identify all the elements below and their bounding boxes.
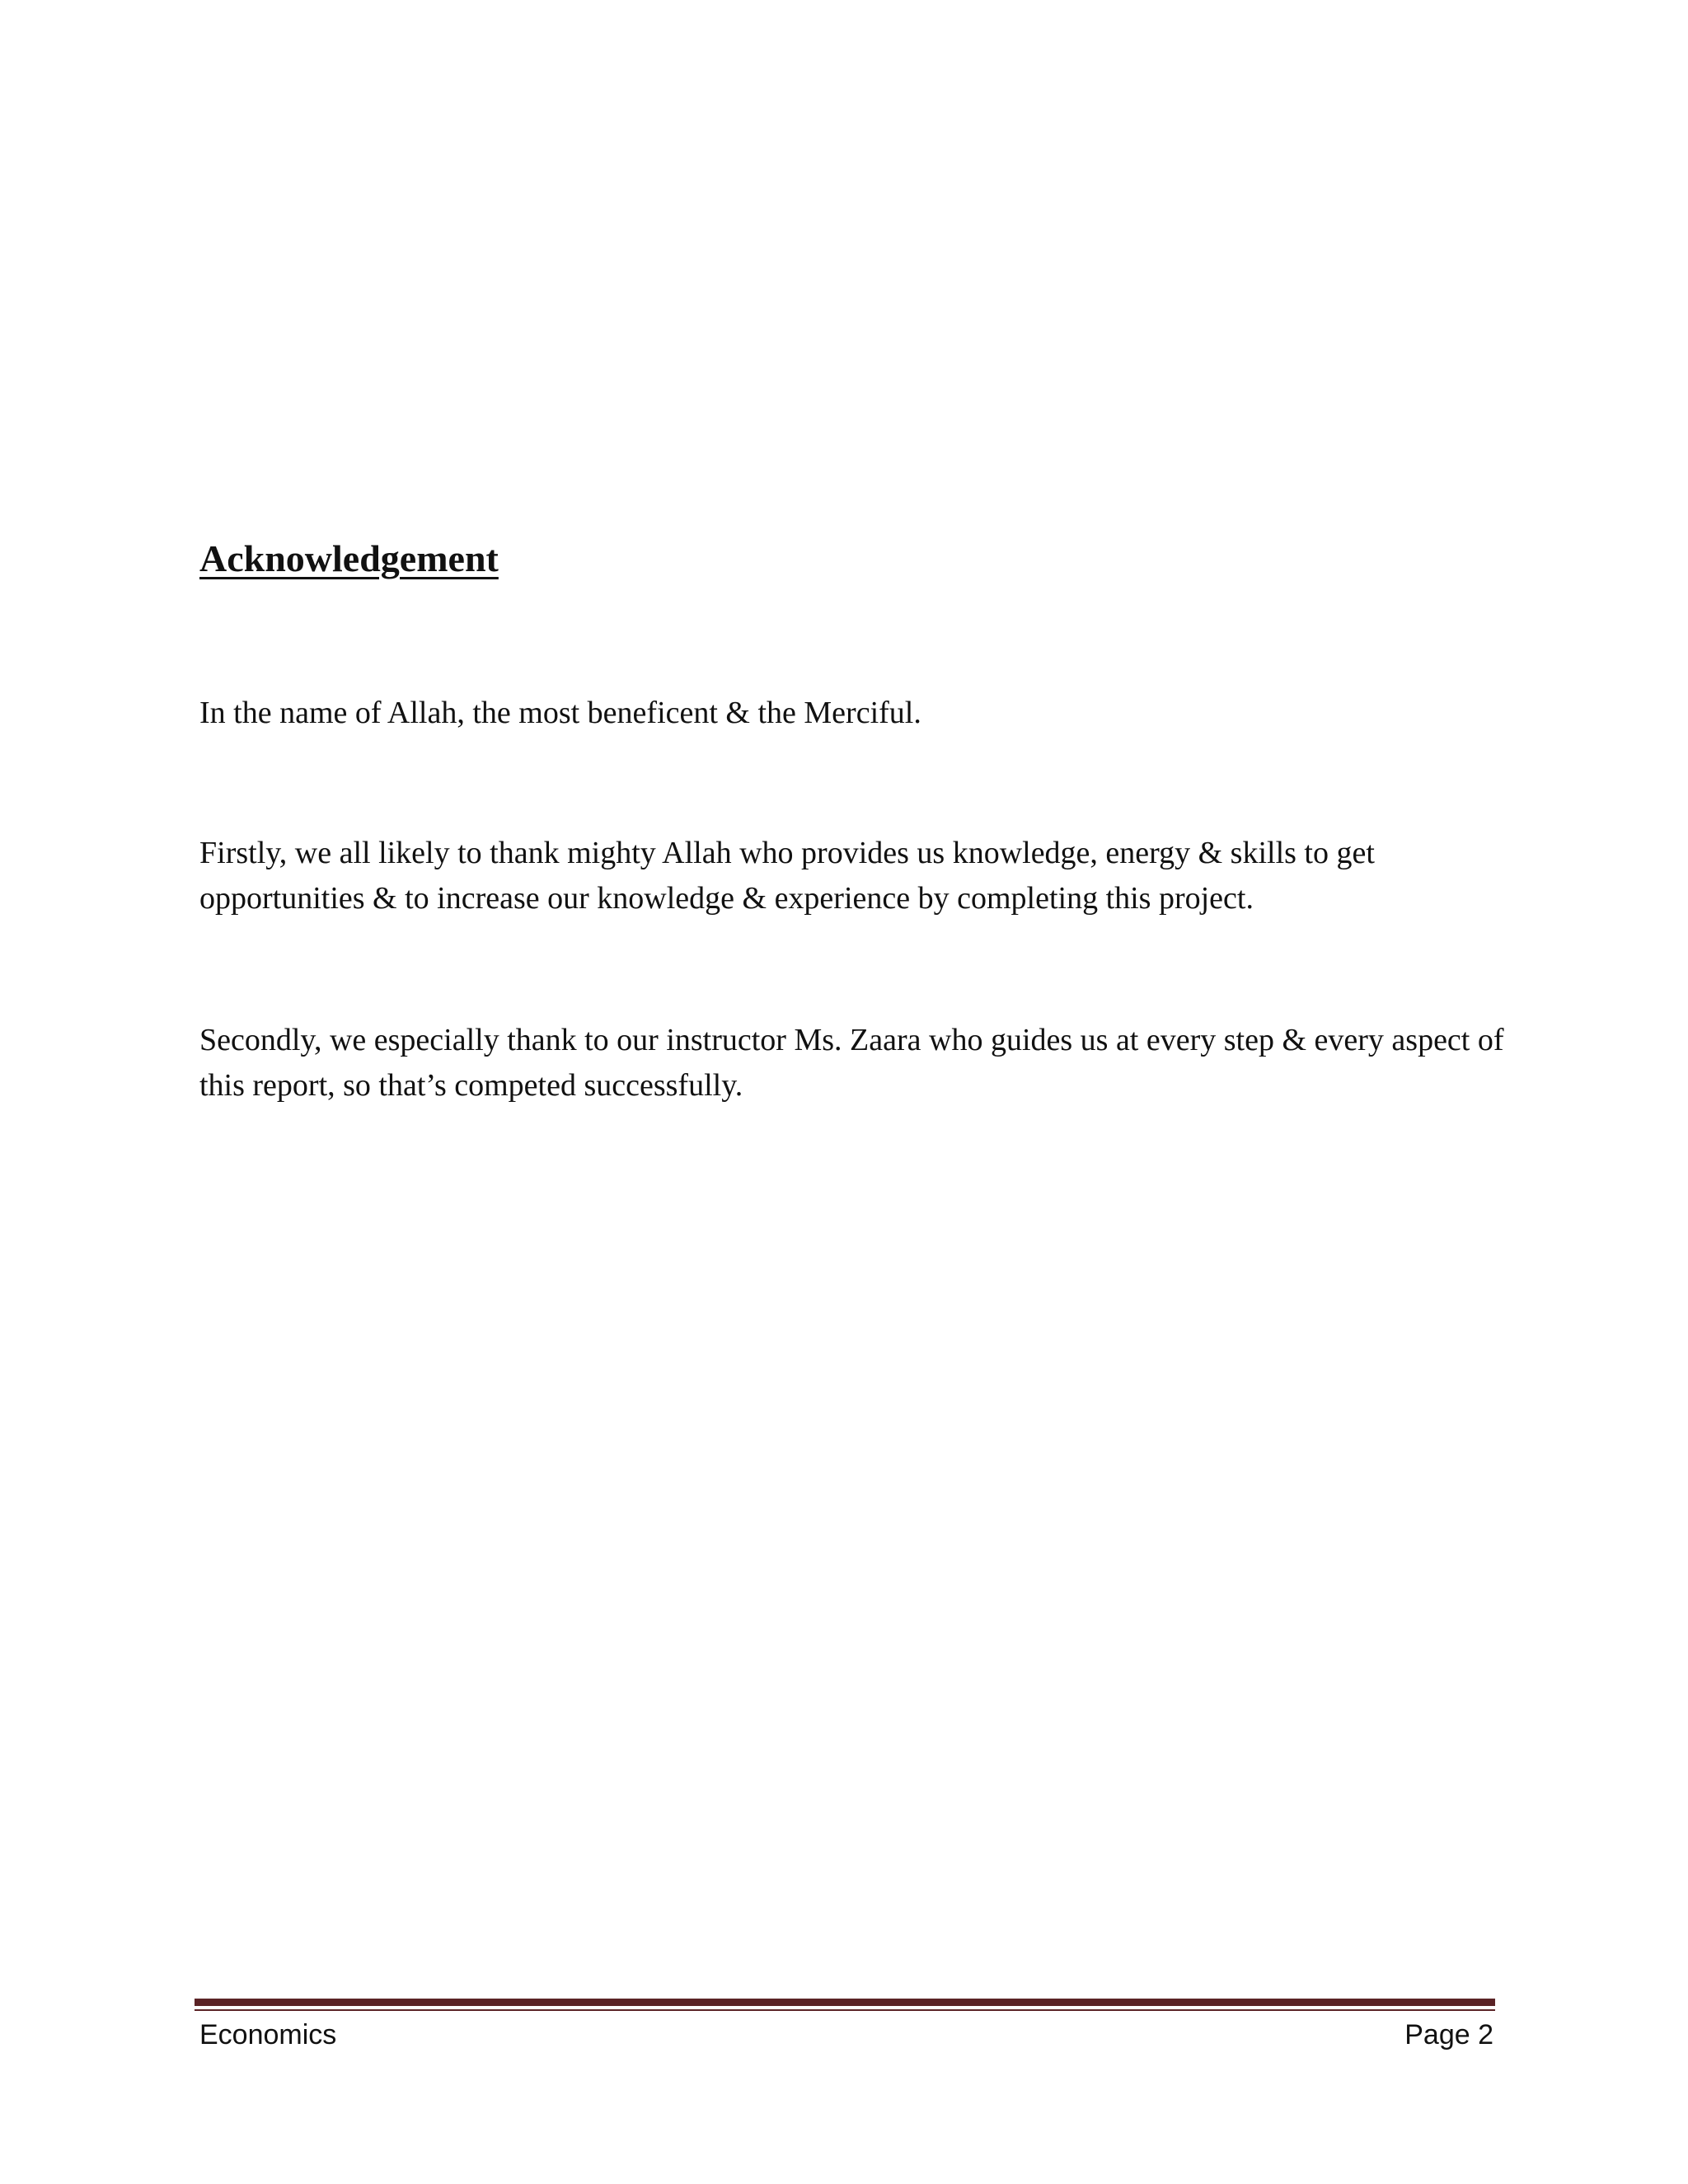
page-title: Acknowledgement [199, 537, 499, 579]
paragraph-firstly: Firstly, we all likely to thank mighty Allah who provides us knowledge, energy & skills to get opportunities & to increase our knowledge & experience by completing this project. [199, 836, 1375, 916]
paragraph-secondly: Secondly, we especially thank to our instructor Ms. Zaara who guides us at every step & every aspect of this report, so that’s competed successfully. [199, 1023, 1504, 1103]
footer-subject: Economics [199, 2019, 337, 2050]
footer-divider-thick [195, 1999, 1495, 2006]
footer-divider-thin [195, 2009, 1495, 2011]
paragraph-invocation: In the name of Allah, the most beneficent & the Merciful. [199, 696, 921, 730]
footer-page-number: Page 2 [1404, 2019, 1493, 2050]
